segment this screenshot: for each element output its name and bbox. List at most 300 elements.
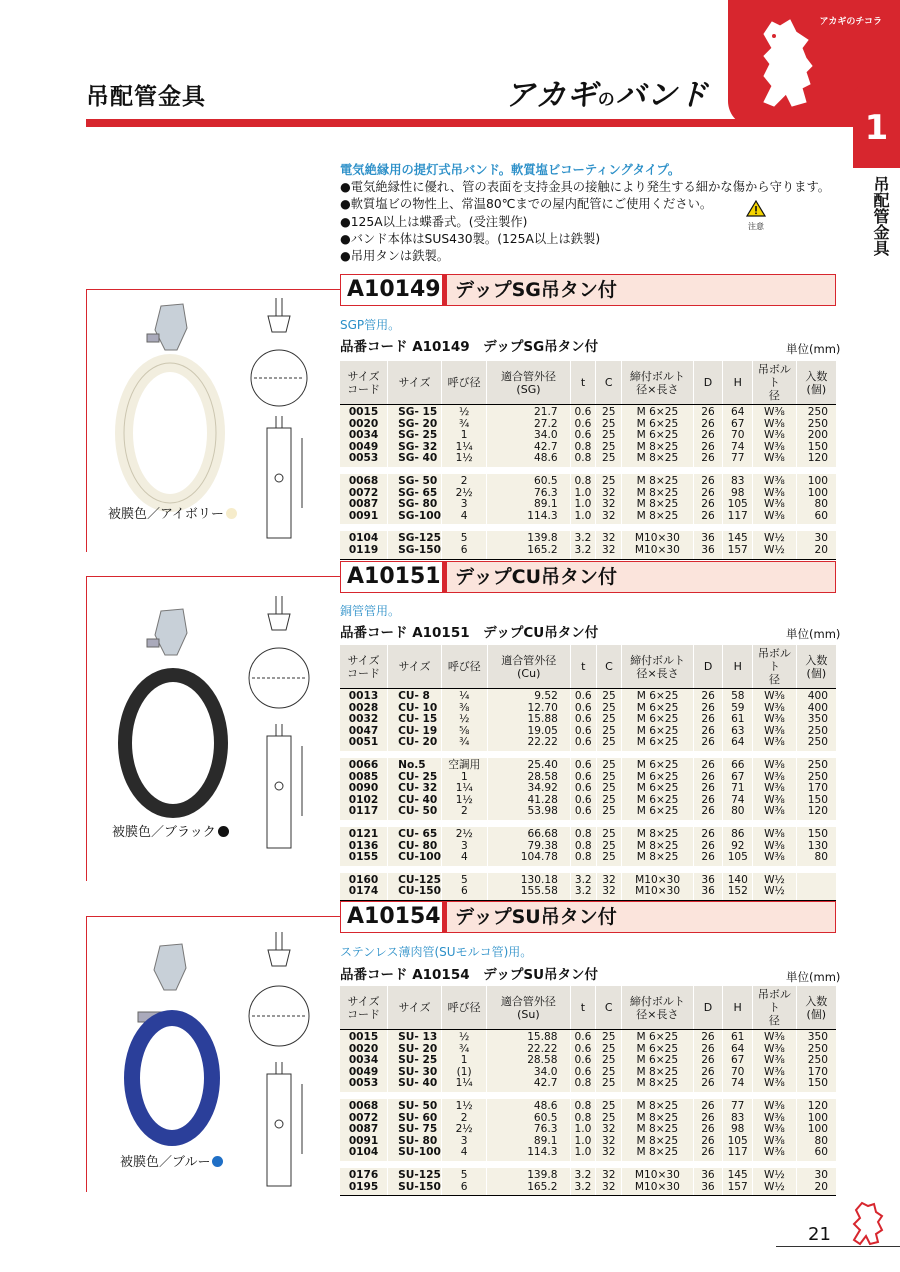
table-cell: 64	[723, 1044, 753, 1056]
table-cell: 1½	[441, 795, 487, 807]
table-cell: SU- 13	[388, 1030, 442, 1044]
table-cell: 32	[596, 1182, 622, 1196]
table-cell: 80	[796, 499, 836, 511]
table-cell: W½	[753, 1168, 797, 1182]
table-cell: 76.3	[487, 1124, 570, 1136]
table-cell: 60	[796, 511, 836, 525]
table-cell: 25	[596, 474, 622, 488]
table-cell: 26	[693, 1044, 723, 1056]
header-rule	[86, 119, 756, 127]
table-cell: 67	[723, 1055, 753, 1067]
table-cell: 1.0	[570, 511, 596, 525]
brand-no: の	[597, 90, 616, 110]
table-cell: 0.6	[570, 1044, 596, 1056]
column-header: C	[596, 361, 622, 405]
group-spacer	[340, 1161, 836, 1168]
table-cell: 26	[693, 474, 723, 488]
table-cell: 9.52	[487, 689, 570, 703]
table-cell: 25.40	[487, 758, 570, 772]
coating-text: 被膜色／アイボリー	[108, 507, 224, 522]
table-cell: 36	[693, 873, 723, 887]
table-cell: W½	[753, 545, 797, 559]
table-cell: 26	[693, 430, 723, 442]
table-cell: 34.0	[487, 1067, 570, 1079]
table-cell: 0.6	[570, 1055, 596, 1067]
intro-bullet: ●バンド本体はSUS430製。(125A以上は鉄製)	[340, 231, 601, 246]
coating-label	[112, 821, 229, 840]
section-rule	[86, 916, 340, 917]
column-header: 適合管外径 (SG)	[487, 361, 570, 405]
table-cell: 1.0	[570, 499, 596, 511]
table-cell: 350	[796, 714, 836, 726]
table-cell: W⅜	[753, 737, 796, 751]
table-row	[340, 783, 836, 795]
table-cell	[796, 873, 836, 887]
coating-swatch-blue	[212, 1156, 223, 1167]
column-header: 適合管外径 (Cu)	[487, 645, 570, 689]
table-cell: 25	[596, 703, 622, 715]
table-cell: 76.3	[487, 488, 570, 500]
table-cell: SU- 40	[388, 1078, 442, 1092]
table-cell: M 6×25	[622, 703, 693, 715]
table-cell: 350	[796, 1030, 836, 1044]
coating-text: 被膜色／ブラック	[112, 825, 216, 840]
group-spacer	[340, 1092, 836, 1099]
table-cell: 32	[596, 499, 622, 511]
column-header: H	[723, 361, 753, 405]
table-cell: 0049	[340, 1067, 388, 1079]
table-cell: SG- 80	[388, 499, 442, 511]
table-cell: 30	[796, 1168, 836, 1182]
table-cell: 25	[596, 827, 622, 841]
table-row	[340, 1147, 836, 1161]
table-cell: 80	[796, 852, 836, 866]
table-cell: CU-150	[388, 886, 442, 900]
table-cell: 32	[596, 1168, 622, 1182]
table-row	[340, 1030, 836, 1044]
table-cell: 26	[693, 852, 723, 866]
table-cell: W⅜	[753, 453, 797, 467]
table-cell: 1.0	[570, 1124, 596, 1136]
table-cell: 6	[441, 545, 486, 559]
coating-swatch-ivory	[226, 508, 237, 519]
column-header: サイズ コード	[340, 361, 388, 405]
table-cell: W⅜	[753, 442, 797, 454]
table-cell: 64	[723, 405, 753, 419]
section-rule	[86, 289, 340, 290]
table-cell: 26	[693, 511, 723, 525]
table-cell: W⅜	[753, 1055, 797, 1067]
table-cell: 5	[441, 531, 486, 545]
intro-bullet: ●125A以上は蝶番式。(受注製作)	[340, 214, 528, 229]
group-spacer	[340, 524, 836, 531]
table-cell: 0085	[340, 772, 388, 784]
group-spacer	[340, 751, 836, 758]
table-cell: 25	[596, 795, 622, 807]
table-cell: 0176	[340, 1168, 388, 1182]
table-cell: M 8×25	[622, 1147, 693, 1161]
table-cell: CU- 20	[388, 737, 442, 751]
column-header: C	[596, 986, 622, 1030]
table-cell: CU- 32	[388, 783, 442, 795]
table-cell: 0121	[340, 827, 388, 841]
table-cell: 30	[796, 531, 836, 545]
table-cell: 20	[796, 1182, 836, 1196]
table-cell: 4	[441, 511, 486, 525]
group-spacer	[340, 820, 836, 827]
table-cell: 15.88	[487, 1030, 570, 1044]
table-cell: M 6×25	[622, 689, 693, 703]
table-cell: M 8×25	[622, 827, 693, 841]
coating-label	[108, 503, 237, 522]
table-cell: W⅜	[753, 852, 796, 866]
table-cell: 48.6	[487, 1099, 570, 1113]
table-cell: 0090	[340, 783, 388, 795]
table-cell: SG- 65	[388, 488, 442, 500]
table-cell: CU- 80	[388, 841, 442, 853]
table-row	[340, 737, 836, 751]
table-cell: 2½	[441, 1124, 486, 1136]
unit-label: 単位(mm)	[786, 627, 841, 641]
table-cell: 25	[596, 442, 622, 454]
table-cell: 80	[723, 806, 753, 820]
table-cell: 105	[723, 499, 753, 511]
table-cell: 0.6	[570, 758, 596, 772]
table-cell: 25	[596, 841, 622, 853]
table-cell: 21.7	[487, 405, 570, 419]
table-cell: 120	[796, 453, 836, 467]
table-cell: 32	[596, 545, 622, 559]
table-row	[340, 827, 836, 841]
table-cell: M 6×25	[622, 1044, 693, 1056]
table-cell: 25	[596, 1113, 622, 1125]
table-cell: M10×30	[622, 1168, 693, 1182]
product-code-line: 品番コード A10154 デップSU吊タン付	[340, 967, 599, 983]
table-cell: 157	[723, 1182, 753, 1196]
dimension-drawing	[240, 298, 320, 548]
table-cell: 105	[723, 852, 753, 866]
table-cell: ½	[441, 1030, 486, 1044]
table-cell: 250	[796, 1055, 836, 1067]
column-header: 吊ボルト 径	[753, 645, 796, 689]
table-row	[340, 531, 836, 545]
table-cell: 61	[723, 714, 753, 726]
table-cell: 83	[723, 474, 753, 488]
table-cell: CU- 19	[388, 726, 442, 738]
chapter-tab: 1	[853, 86, 900, 168]
table-cell: M 6×25	[622, 772, 693, 784]
table-cell: 26	[693, 689, 723, 703]
column-header: 入数 (個)	[796, 986, 836, 1030]
coating-label	[120, 1151, 223, 1170]
table-cell: 98	[723, 1124, 753, 1136]
table-cell: SG- 32	[388, 442, 442, 454]
table-cell: 53.98	[487, 806, 570, 820]
table-cell: M10×30	[622, 886, 693, 900]
table-cell: 25	[596, 758, 622, 772]
table-cell: 0072	[340, 1113, 388, 1125]
table-cell: 170	[796, 1067, 836, 1079]
table-cell: 26	[693, 806, 723, 820]
table-cell: 0034	[340, 1055, 388, 1067]
table-cell: 0091	[340, 511, 388, 525]
table-cell: M 8×25	[622, 1078, 693, 1092]
product-code: A10149	[341, 275, 443, 305]
table-cell: 70	[723, 1067, 753, 1079]
table-cell: 60.5	[487, 474, 570, 488]
table-row	[340, 1099, 836, 1113]
table-cell: 170	[796, 783, 836, 795]
table-cell: 22.22	[487, 737, 570, 751]
table-cell: 12.70	[487, 703, 570, 715]
table-cell: CU- 8	[388, 689, 442, 703]
table-cell: 74	[723, 442, 753, 454]
column-header: D	[693, 986, 723, 1030]
column-header: 入数 (個)	[796, 361, 836, 405]
table-cell: 空調用	[441, 758, 487, 772]
table-row	[340, 453, 836, 467]
table-cell: 59	[723, 703, 753, 715]
table-cell: 5	[441, 1168, 486, 1182]
table-cell: 25	[596, 1044, 622, 1056]
table-header-row	[340, 361, 836, 405]
table-cell: 26	[693, 405, 723, 419]
table-cell: 0.6	[570, 795, 596, 807]
column-header: H	[723, 986, 753, 1030]
table-cell: 32	[596, 873, 622, 887]
brand-title	[505, 70, 709, 114]
column-header: 締付ボルト 径×長さ	[622, 986, 693, 1030]
table-cell: (1)	[441, 1067, 486, 1079]
section-rule-vertical	[86, 916, 87, 1192]
table-cell: 26	[693, 1078, 723, 1092]
table-cell: 60	[796, 1147, 836, 1161]
column-header: サイズ	[388, 645, 442, 689]
column-header: C	[596, 645, 622, 689]
table-cell: 25	[596, 405, 622, 419]
table-cell: 77	[723, 1099, 753, 1113]
table-cell: W⅜	[753, 758, 796, 772]
table-cell: 26	[693, 783, 723, 795]
dimension-drawing	[240, 596, 320, 856]
chapter-label: 吊配管金具	[871, 176, 890, 256]
table-cell: 0195	[340, 1182, 388, 1196]
table-cell: SG- 40	[388, 453, 442, 467]
table-cell: 100	[796, 1113, 836, 1125]
table-cell: ½	[441, 405, 486, 419]
table-cell: M 8×25	[622, 852, 693, 866]
coating-swatch-black	[218, 826, 229, 837]
table-cell: 80	[796, 1136, 836, 1148]
table-cell: 34.92	[487, 783, 570, 795]
table-cell: 32	[596, 1147, 622, 1161]
table-cell: 28.58	[487, 1055, 570, 1067]
table-cell: 165.2	[487, 545, 570, 559]
table-cell: 3	[441, 841, 487, 853]
table-cell: 139.8	[487, 1168, 570, 1182]
table-cell: 32	[596, 488, 622, 500]
table-cell: 1	[441, 1055, 486, 1067]
table-cell: 3	[441, 499, 486, 511]
table-cell: M 8×25	[622, 841, 693, 853]
table-cell: 0013	[340, 689, 388, 703]
table-cell: W⅜	[753, 499, 797, 511]
table-cell: 60.5	[487, 1113, 570, 1125]
table-cell: 152	[723, 886, 753, 900]
table-cell: W½	[753, 886, 796, 900]
table-cell: 250	[796, 405, 836, 419]
table-cell: 74	[723, 1078, 753, 1092]
table-cell: M 8×25	[622, 1113, 693, 1125]
column-header: サイズ コード	[340, 645, 388, 689]
table-row	[340, 1182, 836, 1196]
table-cell: 0.8	[570, 852, 596, 866]
table-cell: 130	[796, 841, 836, 853]
table-cell: 140	[723, 873, 753, 887]
column-header: サイズ コード	[340, 986, 388, 1030]
table-cell: 32	[596, 1136, 622, 1148]
table-cell: 4	[441, 852, 487, 866]
table-cell: 1½	[441, 453, 486, 467]
table-cell: W⅜	[753, 405, 797, 419]
table-row	[340, 873, 836, 887]
table-cell: 2	[441, 806, 487, 820]
table-cell: 66	[723, 758, 753, 772]
unit-label: 単位(mm)	[786, 970, 841, 984]
dinosaur-mascot-icon	[750, 14, 820, 114]
table-cell: W⅜	[753, 1136, 797, 1148]
table-cell: 0015	[340, 1030, 388, 1044]
table-cell: 0034	[340, 430, 388, 442]
table-cell: 25	[596, 726, 622, 738]
table-cell: ¾	[441, 1044, 486, 1056]
table-cell: 0.6	[570, 405, 596, 419]
table-cell: 19.05	[487, 726, 570, 738]
table-cell: 3.2	[570, 531, 596, 545]
table-cell: 48.6	[487, 453, 570, 467]
table-cell: 250	[796, 758, 836, 772]
table-cell: M10×30	[622, 873, 693, 887]
table-cell: M 6×25	[622, 795, 693, 807]
column-header: 適合管外径 (Su)	[487, 986, 570, 1030]
table-cell: 42.7	[487, 442, 570, 454]
section-header-A10154	[340, 901, 836, 933]
table-cell: SU- 30	[388, 1067, 442, 1079]
table-cell: M 8×25	[622, 1136, 693, 1148]
table-cell: 250	[796, 772, 836, 784]
table-cell: 25	[596, 419, 622, 431]
coating-text: 被膜色／ブルー	[120, 1155, 211, 1170]
column-header: t	[570, 986, 596, 1030]
table-cell: 36	[693, 545, 723, 559]
table-cell: 3.2	[570, 1182, 596, 1196]
table-cell: 67	[723, 772, 753, 784]
table-cell: W⅜	[753, 474, 797, 488]
table-cell: M 8×25	[622, 499, 693, 511]
table-cell: 150	[796, 827, 836, 841]
table-cell: 0.8	[570, 1113, 596, 1125]
table-cell: 15.88	[487, 714, 570, 726]
table-cell: CU- 50	[388, 806, 442, 820]
table-cell: 26	[693, 1067, 723, 1079]
table-cell: SU- 25	[388, 1055, 442, 1067]
table-cell: M 8×25	[622, 453, 693, 467]
table-cell: 155.58	[487, 886, 570, 900]
table-cell: 0015	[340, 405, 388, 419]
table-cell: 32	[596, 1124, 622, 1136]
table-cell: 66.68	[487, 827, 570, 841]
table-cell: 0155	[340, 852, 388, 866]
product-code-line: 品番コード A10151 デップCU吊タン付	[340, 625, 599, 641]
table-cell: CU- 25	[388, 772, 442, 784]
table-cell: W⅜	[753, 1147, 797, 1161]
column-header: t	[570, 645, 596, 689]
table-cell: W⅜	[753, 806, 796, 820]
table-cell: 400	[796, 703, 836, 715]
column-header: H	[723, 645, 753, 689]
column-header: 吊ボルト 径	[753, 361, 797, 405]
table-cell: 0.8	[570, 827, 596, 841]
table-cell: 0.6	[570, 1030, 596, 1044]
table-cell: 25	[596, 1030, 622, 1044]
column-header: 呼び径	[441, 361, 486, 405]
table-cell: 26	[693, 726, 723, 738]
table-cell: 0160	[340, 873, 388, 887]
table-cell: M 8×25	[622, 442, 693, 454]
table-cell: 79.38	[487, 841, 570, 853]
table-cell: 0.8	[570, 442, 596, 454]
table-cell: 2	[441, 1113, 486, 1125]
table-cell: 26	[693, 1136, 723, 1148]
column-header: D	[693, 645, 723, 689]
table-cell: W⅜	[753, 488, 797, 500]
table-cell: 250	[796, 726, 836, 738]
table-cell: 0028	[340, 703, 388, 715]
table-cell: 0.6	[570, 430, 596, 442]
table-row	[340, 405, 836, 419]
product-use: SGP管用。	[340, 318, 401, 332]
table-cell: 1¼	[441, 1078, 486, 1092]
spec-table-A10151	[340, 645, 836, 901]
table-cell: 114.3	[487, 1147, 570, 1161]
table-cell: 250	[796, 419, 836, 431]
table-cell: 100	[796, 488, 836, 500]
table-cell: SG-125	[388, 531, 442, 545]
table-cell: 0.8	[570, 1078, 596, 1092]
table-cell: 3.2	[570, 873, 596, 887]
table-cell: CU-100	[388, 852, 442, 866]
table-row	[340, 689, 836, 703]
table-cell: 400	[796, 689, 836, 703]
table-cell: 130.18	[487, 873, 570, 887]
table-cell: W⅜	[753, 1099, 797, 1113]
table-cell: W⅜	[753, 703, 796, 715]
table-cell: M 6×25	[622, 1030, 693, 1044]
table-cell: No.5	[388, 758, 442, 772]
table-cell: 26	[693, 1124, 723, 1136]
table-cell: W⅜	[753, 841, 796, 853]
table-row	[340, 886, 836, 900]
table-cell: 25	[596, 689, 622, 703]
table-cell: CU-125	[388, 873, 442, 887]
table-cell: 1.0	[570, 1136, 596, 1148]
product-code: A10154	[341, 902, 443, 932]
table-cell: 26	[693, 827, 723, 841]
table-cell: 25	[596, 737, 622, 751]
table-cell: 0104	[340, 1147, 388, 1161]
table-cell: CU- 40	[388, 795, 442, 807]
table-cell: 22.22	[487, 1044, 570, 1056]
